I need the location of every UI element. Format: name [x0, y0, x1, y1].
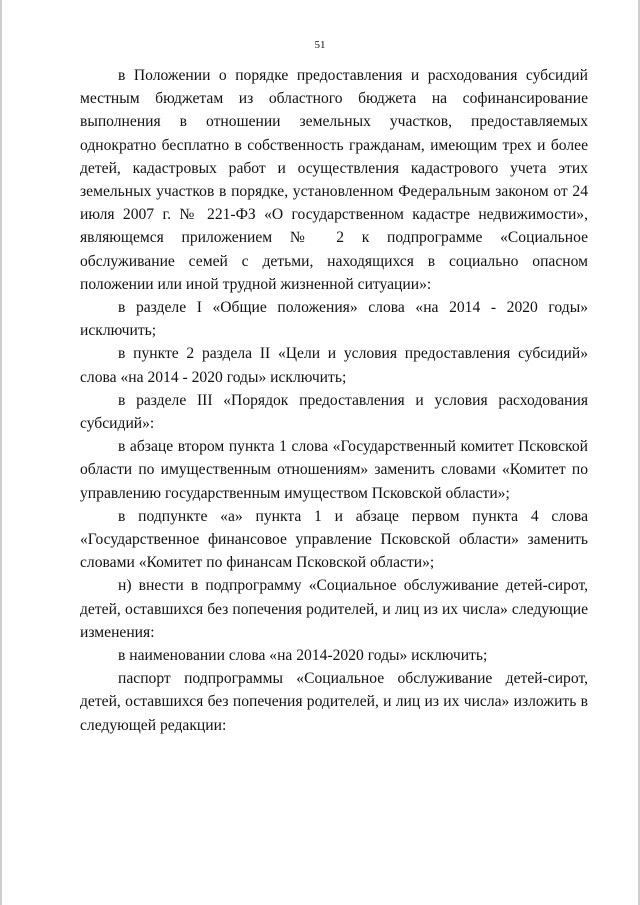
document-body	[80, 64, 588, 737]
paragraph-section-1: в разделе I «Общие положения» слова «на 2014 - 2020 годы» исключить;	[80, 299, 588, 340]
paragraph-subsidy-regulation: в Положении о порядке предоставления и расходования субсидий местным бюджетам из областного бюджета на софинансирование выполнения в отношении земельных участков, предоставляемых однократно бесплатно в собственность гражданам, имеющим трех и более детей, кадастровых работ и осуществления кадастрового учета этих земельных участков в порядке, установленном Федеральным законом от 24 июля 2007 г. № 221-ФЗ «О государственном кадастре недвижимости», являющемся приложением № 2 к подпрограмме «Социальное обслуживание семей с детьми, находящихся в социально опасном положении или иной трудной жизненной ситуации»:	[80, 67, 588, 293]
page-number: 51	[314, 39, 326, 51]
paragraph-section-3: в разделе III «Порядок предоставления и условия расходования субсидий»:	[80, 391, 588, 433]
scan-edge-left	[0, 0, 2, 905]
paragraph-item-n: н) внести в подпрограмму «Социальное обслуживание детей-сирот, детей, оставшихся без попечения родителей, и лиц из их числа» следующие изменения:	[80, 577, 588, 641]
paragraph-passport: паспорт подпрограммы «Социальное обслуживание детей-сирот, детей, оставшихся без попечения родителей, и лиц из их числа» изложить в следующей редакции:	[80, 670, 588, 734]
paragraph-section-2: в пункте 2 раздела II «Цели и условия предоставления субсидий» слова «на 2014 - 2020 годы» исключить;	[80, 345, 588, 386]
paragraph-subparagraph-a: в подпункте «а» пункта 1 и абзаце первом пункта 4 слова «Государственное финансовое управление Псковской области» заменить словами «Комитет по финансам Псковской области»;	[80, 507, 588, 572]
paragraph-title-change: в наименовании слова «на 2014-2020 годы» исключить;	[118, 647, 488, 665]
paragraph-second-indent: в абзаце втором пункта 1 слова «Государственный комитет Псковской области по имущественным отношениям» заменить словами «Комитет по управлению государственным имуществом Псковской области»;	[80, 438, 588, 502]
